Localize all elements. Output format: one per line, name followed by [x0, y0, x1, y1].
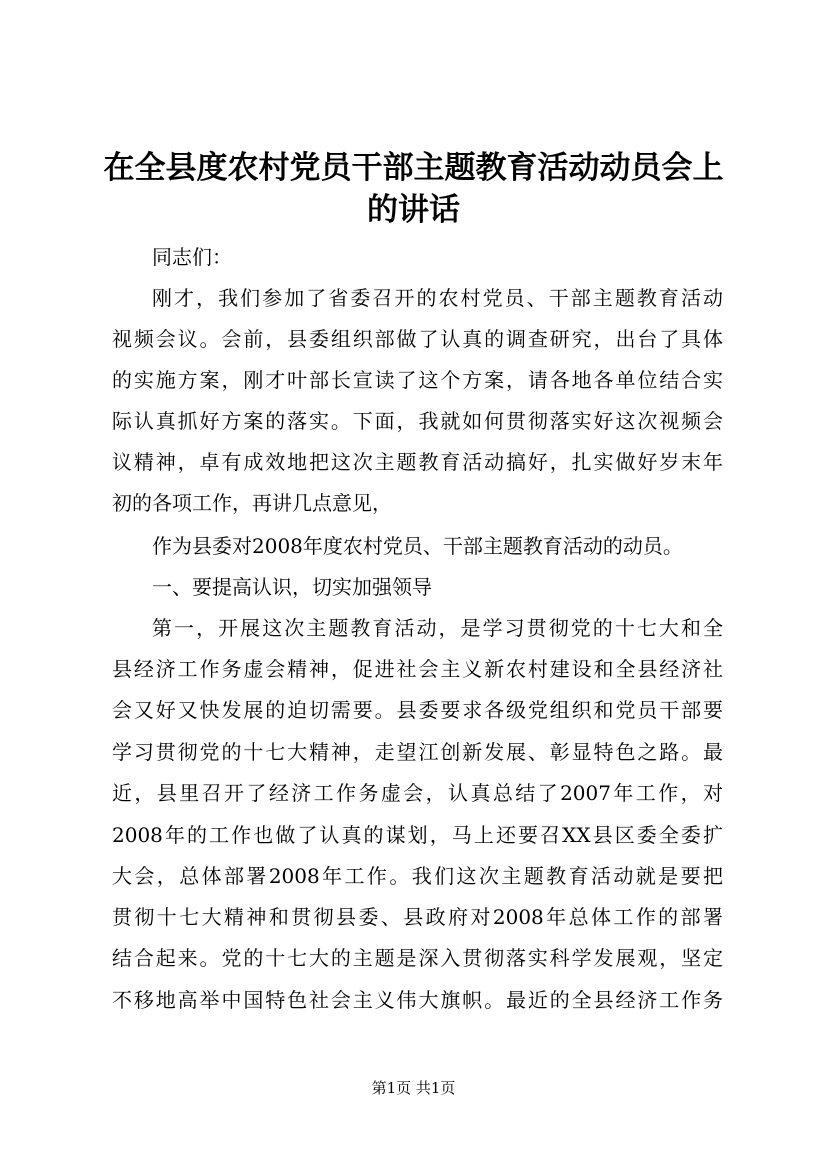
- paragraph-3-line-6: 2008年的工作也做了认真的谋划，马上还要召XX县区委全委扩: [112, 823, 723, 847]
- paragraph-1-line-5: 议精神，卓有成效地把这次主题教育活动搞好，扎实做好岁末年: [112, 450, 723, 474]
- paragraph-1-line-4: 际认真抓好方案的落实。下面，我就如何贯彻落实好这次视频会: [112, 409, 723, 433]
- paragraph-3-line-4: 学习贯彻党的十七大精神，走望江创新发展、彰显特色之路。最: [112, 740, 723, 764]
- paragraph-2: 作为县委对2008年度农村党员、干部主题教育活动的动员。: [152, 534, 683, 558]
- paragraph-3-line-7: 大会，总体部署2008年工作。我们这次主题教育活动就是要把: [112, 864, 723, 888]
- paragraph-1-line-1: 刚才，我们参加了省委召开的农村党员、干部主题教育活动: [152, 286, 723, 310]
- paragraph-3-line-8: 贯彻十七大精神和贯彻县委、县政府对2008年总体工作的部署: [112, 905, 723, 929]
- paragraph-3-line-2: 县经济工作务虚会精神，促进社会主义新农村建设和全县经济社: [112, 657, 723, 681]
- paragraph-1-line-6: 初的各项工作，再讲几点意见，: [112, 491, 392, 515]
- document-title-line-1: 在全县度农村党员干部主题教育活动动员会上: [103, 150, 724, 186]
- paragraph-3-line-5: 近，县里召开了经济工作务虚会，认真总结了2007年工作，对: [112, 781, 723, 805]
- paragraph-1-line-2: 视频会议。会前，县委组织部做了认真的调查研究，出台了具体: [112, 327, 723, 351]
- paragraph-3-line-9: 结合起来。党的十七大的主题是深入贯彻落实科学发展观，坚定: [112, 946, 723, 970]
- paragraph-3-line-3: 会又好又快发展的迫切需要。县委要求各级党组织和党员干部要: [112, 698, 723, 722]
- paragraph-1-line-3: 的实施方案，刚才叶部长宣读了这个方案，请各地各单位结合实: [112, 368, 723, 392]
- section-heading: 一、要提高认识，切实加强领导: [152, 575, 432, 599]
- greeting: 同志们：: [152, 245, 232, 269]
- page-footer: 第1页 共1页: [371, 1079, 456, 1097]
- paragraph-3-line-1: 第一，开展这次主题教育活动，是学习贯彻党的十七大和全: [152, 616, 723, 640]
- paragraph-3-line-10: 不移地高举中国特色社会主义伟大旗帜。最近的全县经济工作务: [112, 988, 723, 1012]
- document-title-line-2: 的讲话: [367, 192, 460, 228]
